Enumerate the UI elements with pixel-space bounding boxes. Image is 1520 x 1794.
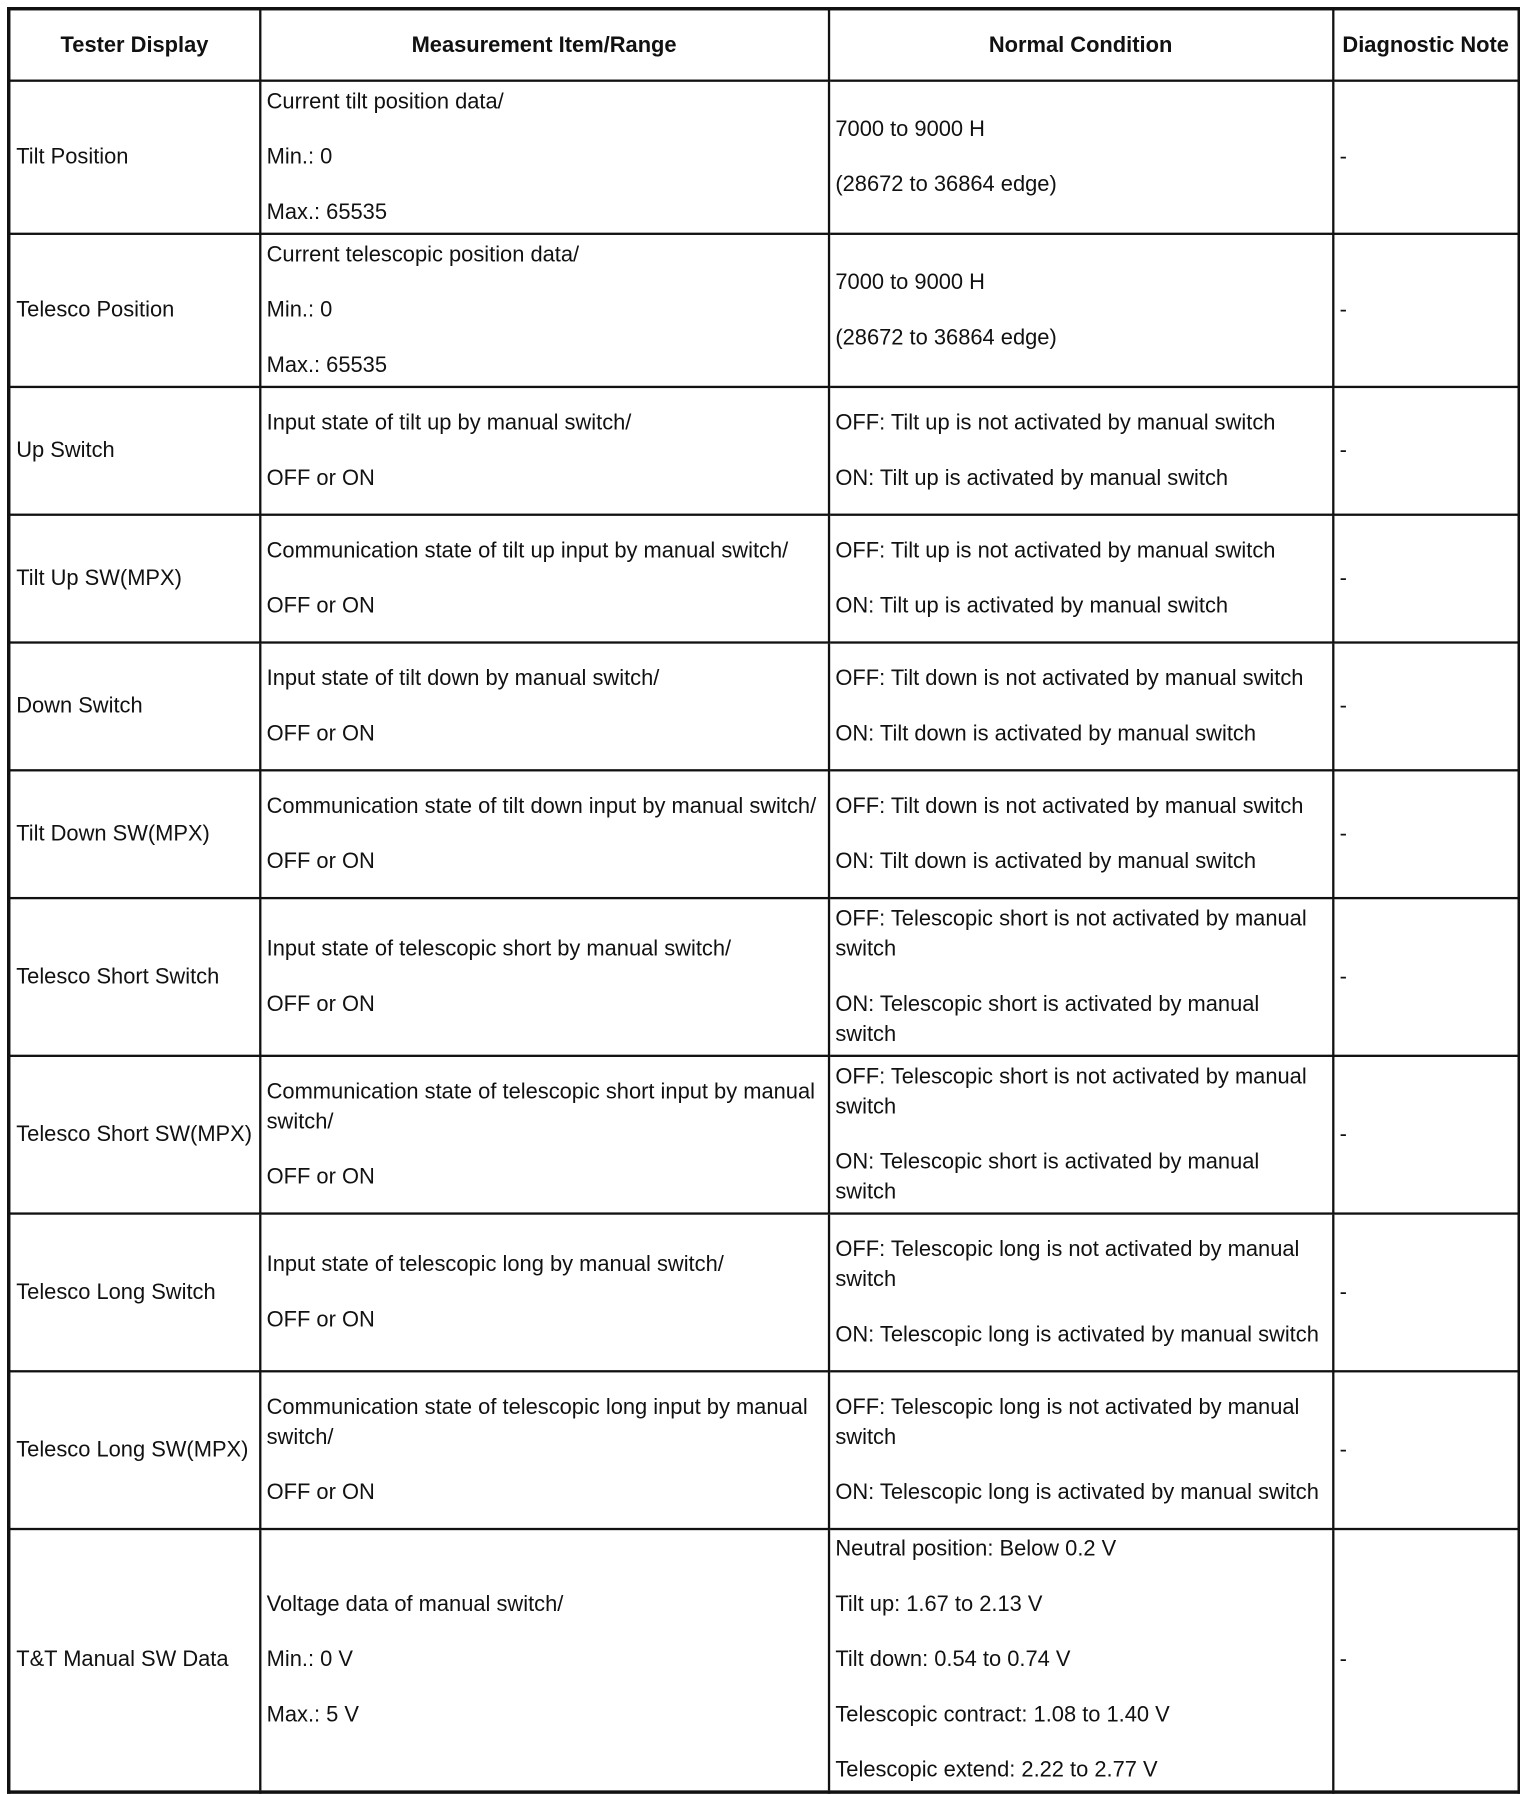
measurement-line: Communication state of telescopic long input by manual switch/ bbox=[266, 1394, 808, 1450]
diagnostic-note-cell: - bbox=[1333, 515, 1520, 643]
measurement-cell bbox=[260, 898, 829, 1056]
normal-line: ON: Telescopic long is activated by manual switch bbox=[835, 1322, 1319, 1347]
measurement-line: OFF or ON bbox=[266, 1164, 375, 1189]
measurement-line: Min.: 0 V bbox=[266, 1647, 353, 1672]
normal-condition-cell bbox=[828, 1371, 1332, 1529]
measurement-line: Input state of tilt up by manual switch/ bbox=[266, 410, 632, 435]
diagnostic-note-cell: - bbox=[1333, 234, 1520, 387]
normal-line: OFF: Tilt down is not activated by manual switch bbox=[835, 666, 1304, 691]
normal-line: 7000 to 9000 H bbox=[835, 270, 985, 295]
tester-display-cell: Telesco Short Switch bbox=[9, 898, 260, 1056]
measurement-cell bbox=[260, 387, 829, 515]
normal-line: OFF: Telescopic short is not activated by manual switch bbox=[835, 1064, 1307, 1119]
header-row bbox=[9, 9, 1520, 81]
measurement-cell bbox=[260, 1056, 829, 1214]
header-measurement: Measurement Item/Range bbox=[260, 9, 829, 81]
diagnostic-note-cell: - bbox=[1333, 643, 1520, 771]
normal-line: OFF: Telescopic long is not activated by manual switch bbox=[835, 1237, 1300, 1292]
normal-line: ON: Telescopic short is activated by manual switch bbox=[835, 991, 1260, 1047]
diagnostic-note-cell: - bbox=[1333, 387, 1520, 515]
normal-line: 7000 to 9000 H bbox=[835, 116, 985, 142]
measurement-line: OFF or ON bbox=[266, 465, 375, 490]
normal-line: ON: Telescopic short is activated by manual switch bbox=[835, 1149, 1260, 1204]
normal-line: (28672 to 36864 edge) bbox=[835, 172, 1057, 197]
tester-display-cell: Tilt Down SW(MPX) bbox=[9, 770, 260, 898]
measurement-line: Communication state of tilt down input by manual switch/ bbox=[266, 793, 817, 819]
normal-line: ON: Tilt down is activated by manual switch bbox=[835, 721, 1257, 746]
table-row bbox=[9, 770, 1520, 898]
measurement-line: OFF or ON bbox=[266, 849, 375, 874]
tester-display-cell: Telesco Long Switch bbox=[9, 1214, 260, 1372]
header-diagnostic-note: Diagnostic Note bbox=[1333, 9, 1520, 81]
table-row bbox=[9, 1529, 1520, 1792]
normal-condition-cell bbox=[828, 1529, 1332, 1792]
table-row bbox=[9, 81, 1520, 234]
normal-line: Tilt up: 1.67 to 2.13 V bbox=[835, 1592, 1043, 1617]
measurement-line: Communication state of telescopic short input by manual switch/ bbox=[266, 1079, 815, 1134]
tester-display-cell: T&T Manual SW Data bbox=[9, 1529, 260, 1792]
normal-condition-cell bbox=[828, 234, 1332, 387]
measurement-line: OFF or ON bbox=[266, 991, 375, 1017]
table-row bbox=[9, 1371, 1520, 1529]
header-tester-display: Tester Display bbox=[9, 9, 260, 81]
table-row bbox=[9, 387, 1520, 515]
normal-line: ON: Tilt down is activated by manual switch bbox=[835, 849, 1257, 874]
measurement-line: OFF or ON bbox=[266, 593, 375, 618]
measurement-cell bbox=[260, 234, 829, 387]
measurement-line: Input state of telescopic short by manual switch/ bbox=[266, 936, 732, 961]
diagnostic-note-cell: - bbox=[1333, 1214, 1520, 1372]
tester-display-cell: Telesco Position bbox=[9, 234, 260, 387]
measurement-cell bbox=[260, 515, 829, 643]
measurement-line: Voltage data of manual switch/ bbox=[266, 1592, 564, 1617]
table-row bbox=[9, 1214, 1520, 1372]
tester-display-cell: Telesco Long SW(MPX) bbox=[9, 1371, 260, 1529]
measurement-line: Min.: 0 bbox=[266, 144, 333, 169]
measurement-cell bbox=[260, 1371, 829, 1529]
measurement-line: Max.: 5 V bbox=[266, 1702, 360, 1728]
tester-display-cell: Tilt Up SW(MPX) bbox=[9, 515, 260, 643]
normal-condition-cell bbox=[828, 1214, 1332, 1372]
measurement-line: OFF or ON bbox=[266, 721, 375, 746]
diagnostic-note-cell: - bbox=[1333, 81, 1520, 234]
normal-condition-cell bbox=[828, 81, 1332, 234]
data-table bbox=[7, 7, 1520, 1794]
table-row bbox=[9, 898, 1520, 1056]
measurement-line: Input state of telescopic long by manual switch/ bbox=[266, 1252, 724, 1277]
diagnostic-note-cell: - bbox=[1333, 770, 1520, 898]
normal-condition-cell bbox=[828, 515, 1332, 643]
measurement-line: Input state of tilt down by manual switch/ bbox=[266, 666, 660, 691]
measurement-cell bbox=[260, 1214, 829, 1372]
normal-line: Neutral position: Below 0.2 V bbox=[835, 1537, 1117, 1562]
normal-line: OFF: Telescopic short is not activated by manual switch bbox=[835, 906, 1307, 961]
measurement-cell bbox=[260, 643, 829, 771]
header-normal-condition: Normal Condition bbox=[828, 9, 1332, 81]
normal-line: OFF: Tilt up is not activated by manual switch bbox=[835, 410, 1276, 435]
normal-line: ON: Telescopic long is activated by manual switch bbox=[835, 1480, 1319, 1505]
measurement-cell bbox=[260, 770, 829, 898]
normal-line: Tilt down: 0.54 to 0.74 V bbox=[835, 1647, 1071, 1672]
measurement-line: OFF or ON bbox=[266, 1307, 375, 1332]
normal-condition-cell bbox=[828, 770, 1332, 898]
table-row bbox=[9, 643, 1520, 771]
normal-line: OFF: Tilt down is not activated by manual switch bbox=[835, 793, 1304, 819]
tester-display-cell: Tilt Position bbox=[9, 81, 260, 234]
table-row bbox=[9, 234, 1520, 387]
normal-line: ON: Tilt up is activated by manual switch bbox=[835, 465, 1229, 490]
normal-condition-cell bbox=[828, 898, 1332, 1056]
tester-display-cell: Down Switch bbox=[9, 643, 260, 771]
normal-line: OFF: Telescopic long is not activated by manual switch bbox=[835, 1394, 1300, 1450]
table-row bbox=[9, 1056, 1520, 1214]
normal-line: Telescopic extend: 2.22 to 2.77 V bbox=[835, 1758, 1158, 1783]
tester-display-cell: Up Switch bbox=[9, 387, 260, 515]
measurement-line: Max.: 65535 bbox=[266, 352, 388, 378]
measurement-line: Communication state of tilt up input by manual switch/ bbox=[266, 538, 789, 563]
table-row bbox=[9, 515, 1520, 643]
diagnostic-note-cell: - bbox=[1333, 1056, 1520, 1214]
normal-line: OFF: Tilt up is not activated by manual switch bbox=[835, 538, 1276, 563]
measurement-cell bbox=[260, 81, 829, 234]
diagnostic-note-cell: - bbox=[1333, 1371, 1520, 1529]
normal-line: Telescopic contract: 1.08 to 1.40 V bbox=[835, 1702, 1170, 1728]
tester-display-cell: Telesco Short SW(MPX) bbox=[9, 1056, 260, 1214]
diagnostic-note-cell: - bbox=[1333, 1529, 1520, 1792]
normal-condition-cell bbox=[828, 387, 1332, 515]
measurement-line: Current tilt position data/ bbox=[266, 89, 504, 114]
measurement-line: Min.: 0 bbox=[266, 297, 333, 322]
diagnostic-note-cell: - bbox=[1333, 898, 1520, 1056]
normal-condition-cell bbox=[828, 643, 1332, 771]
normal-line: ON: Tilt up is activated by manual switch bbox=[835, 593, 1229, 618]
measurement-cell bbox=[260, 1529, 829, 1792]
normal-condition-cell bbox=[828, 1056, 1332, 1214]
measurement-line: OFF or ON bbox=[266, 1480, 375, 1505]
normal-line: (28672 to 36864 edge) bbox=[835, 325, 1057, 350]
measurement-line: Max.: 65535 bbox=[266, 199, 388, 225]
measurement-line: Current telescopic position data/ bbox=[266, 242, 580, 267]
